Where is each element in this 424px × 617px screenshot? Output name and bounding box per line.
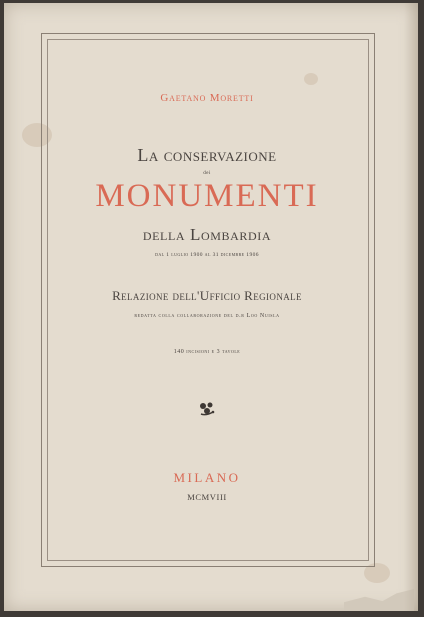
title-line-3: della Lombardia bbox=[142, 225, 272, 244]
collaboration-line: redatta colla collaborazione del d.r Loo Nuisla bbox=[134, 313, 280, 319]
publication-year: MCMVIII bbox=[187, 492, 227, 502]
illustrations-note: 140 incisioni e 3 tavole bbox=[173, 349, 241, 355]
floral-ornament-icon bbox=[198, 401, 216, 417]
torn-corner bbox=[344, 589, 414, 611]
publication-city: MILANO bbox=[173, 470, 241, 485]
title-line-1: La conservazione bbox=[137, 145, 277, 165]
author-name: Gaetano Moretti bbox=[160, 92, 254, 104]
title-main: MONUMENTI bbox=[95, 178, 319, 214]
date-range: dal 1 luglio 1900 al 31 dicembre 1906 bbox=[155, 252, 259, 258]
subtitle: Relazione dell'Ufficio Regionale bbox=[112, 288, 302, 303]
title-connector: dei bbox=[203, 171, 211, 176]
